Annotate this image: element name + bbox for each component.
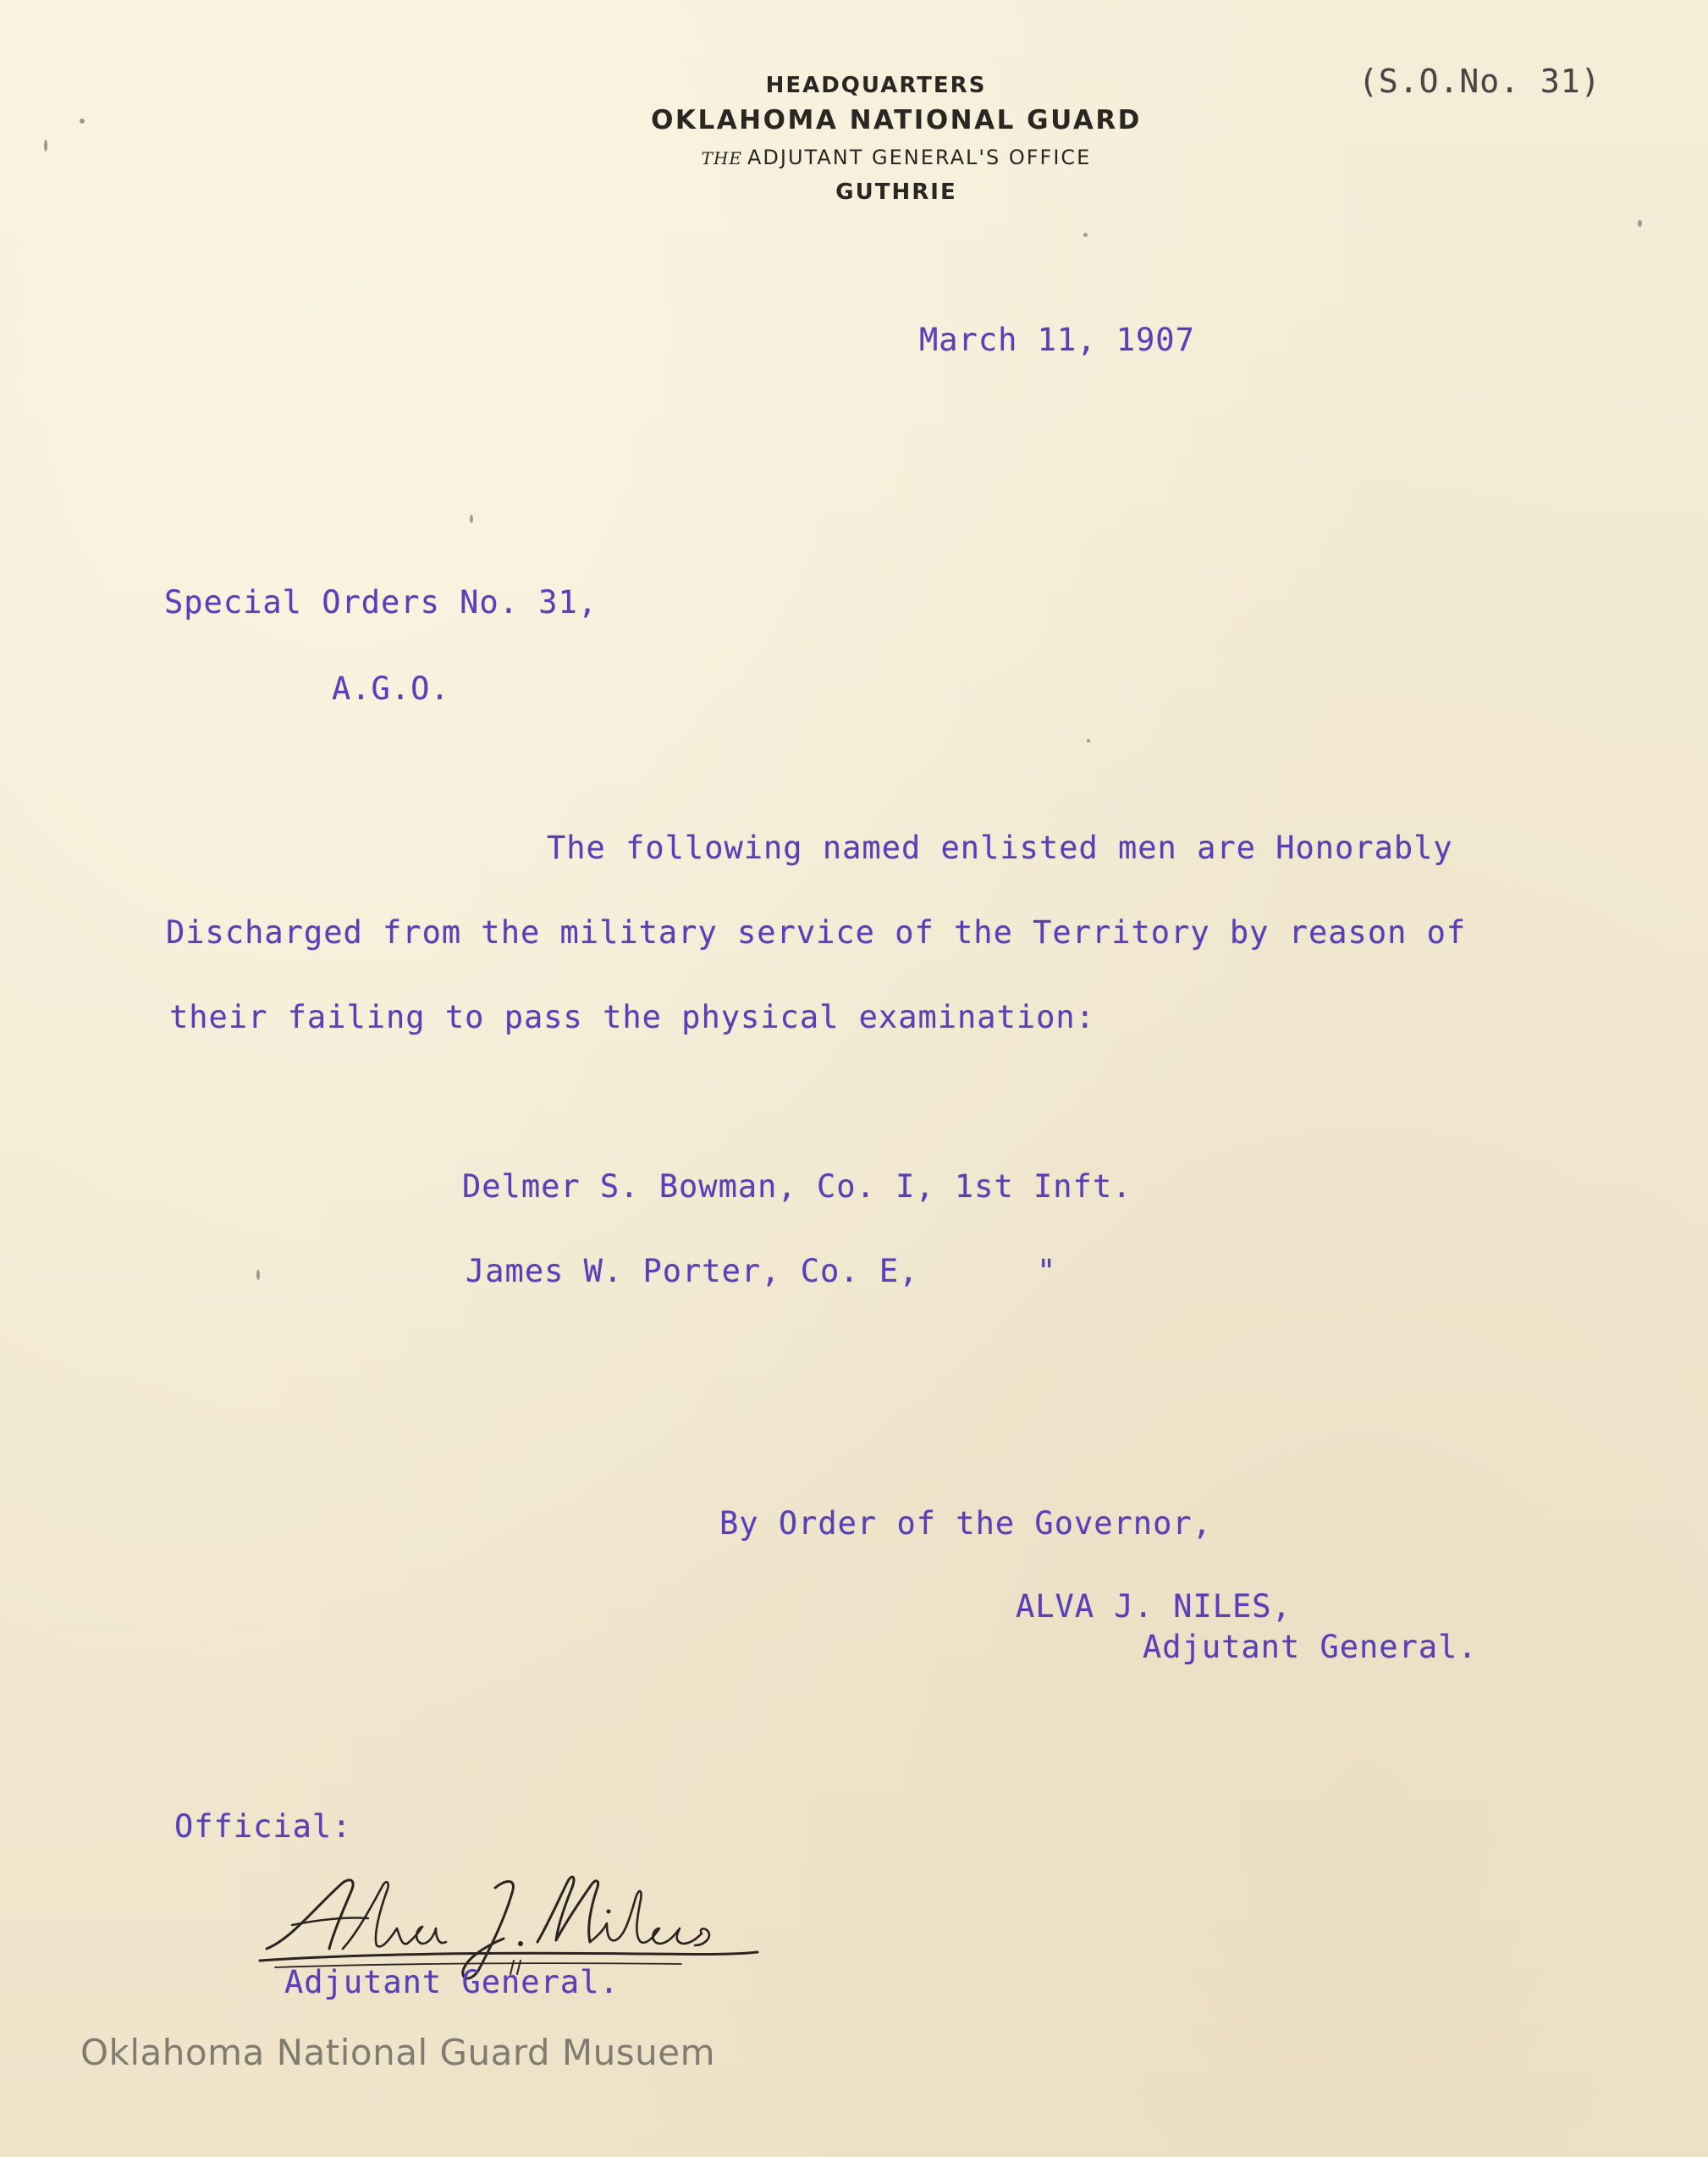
letterhead-office-prefix: THE [701, 148, 743, 168]
paper-speck [1087, 739, 1090, 742]
signer-name: ALVA J. NILES, [1016, 1588, 1292, 1625]
order-office: A.G.O. [332, 670, 450, 707]
letterhead-city: GUTHRIE [835, 179, 957, 205]
body-line-2: Discharged from the military service of the Territory by reason of [166, 914, 1467, 951]
discharged-entry: James W. Porter, Co. E, " [466, 1253, 1057, 1289]
reference-number: (S.O.No. 31) [1358, 63, 1601, 100]
letterhead-office [42, 146, 1708, 169]
body-line-3: their failing to pass the physical examination: [169, 999, 1095, 1035]
paper-speck [1638, 220, 1642, 227]
letterhead-organization: OKLAHOMA NATIONAL GUARD [651, 105, 1142, 135]
order-title: Special Orders No. 31, [164, 584, 598, 621]
museum-watermark: Oklahoma National Guard Musuem [80, 2032, 716, 2073]
body-line-1: The following named enlisted men are Honorably [547, 830, 1453, 866]
discharged-entry: Delmer S. Bowman, Co. I, 1st Inft. [462, 1168, 1132, 1205]
letterhead-headquarters: HEADQUARTERS [765, 73, 987, 98]
paper-speck [470, 515, 473, 523]
signer-title: Adjutant General. [1143, 1629, 1478, 1665]
letterhead-office-name: ADJUTANT GENERAL'S OFFICE [747, 146, 1092, 169]
by-order-line: By Order of the Governor, [719, 1505, 1212, 1542]
paper-speck [1083, 233, 1088, 237]
paper-speck [256, 1270, 260, 1280]
official-title: Adjutant General. [284, 1964, 620, 2000]
document-date: March 11, 1907 [919, 322, 1195, 358]
official-label: Official: [174, 1808, 352, 1845]
